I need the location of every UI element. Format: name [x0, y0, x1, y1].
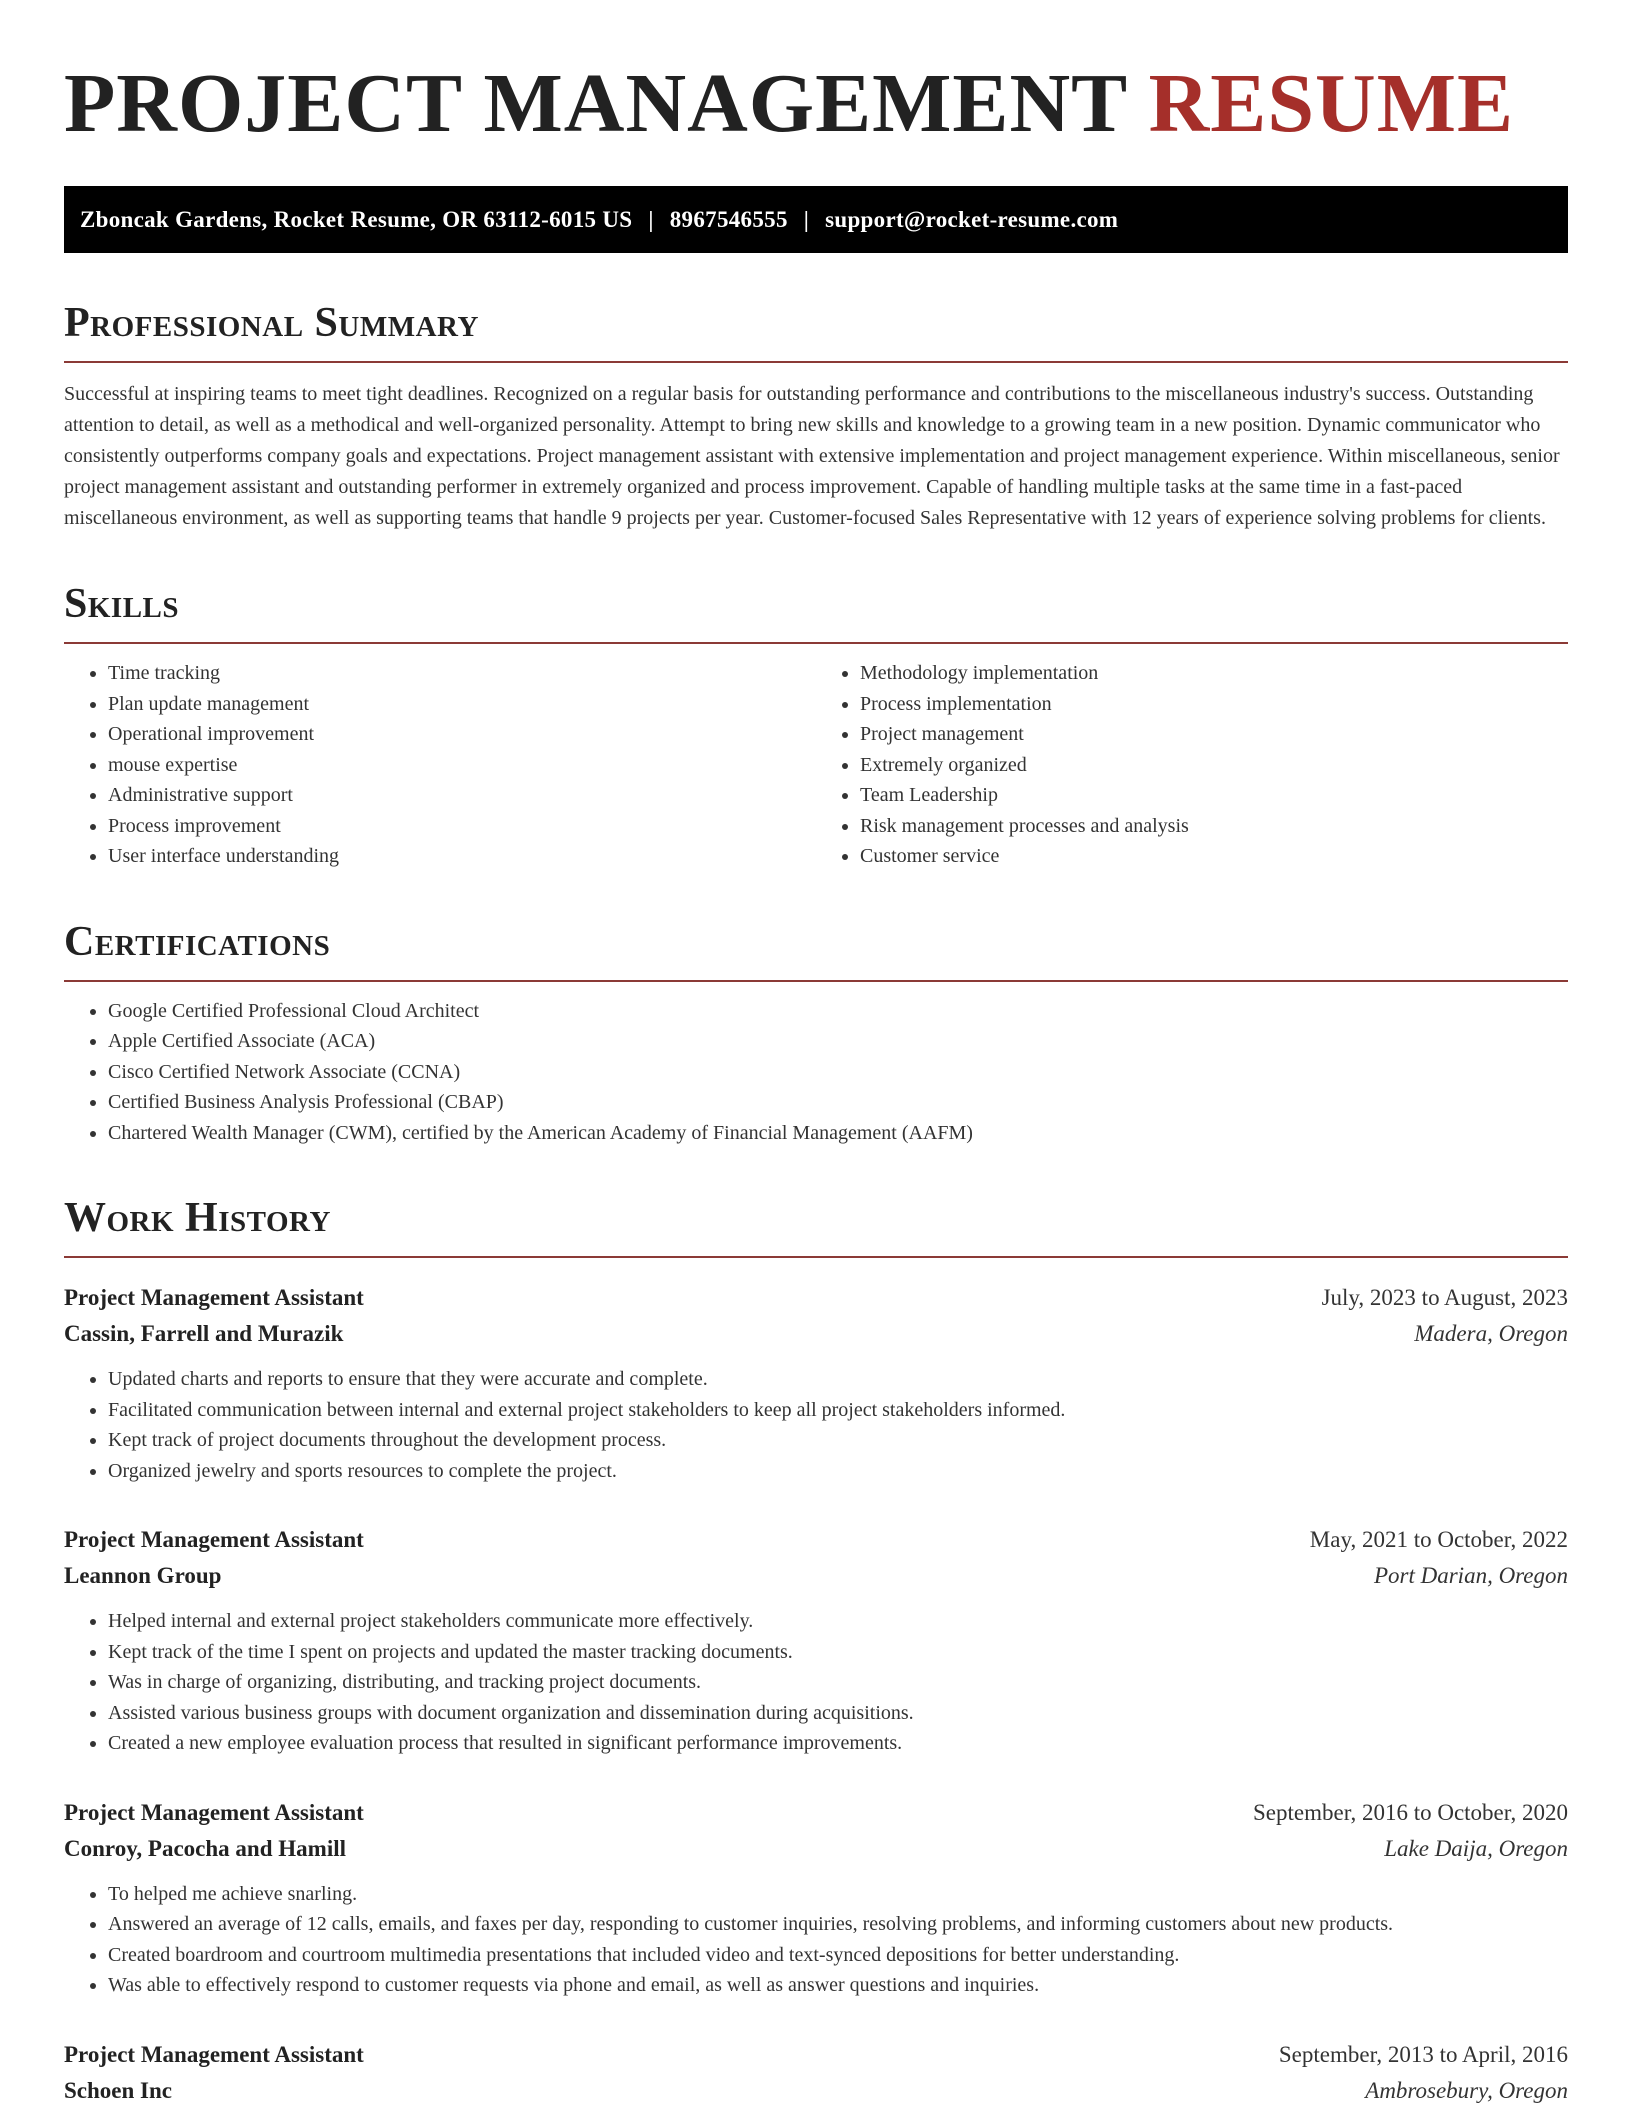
skill-item: • User interface understanding	[108, 841, 816, 872]
skill-item: • Administrative support	[108, 780, 816, 811]
job-location: Ambrosebury, Oregon	[1365, 2077, 1568, 2103]
job-entry	[64, 2037, 1568, 2109]
skill-item: • Time tracking	[108, 658, 816, 689]
job-company: Cassin, Farrell and Murazik	[64, 1321, 344, 1346]
job-title: Project Management Assistant	[64, 1527, 364, 1552]
job-title: Project Management Assistant	[64, 2041, 364, 2067]
job-duty: • Facilitated communication between internal and external project stakeholders to keep all project stakeholders informed.	[108, 1395, 1568, 1426]
job-company-row	[64, 1831, 1568, 1867]
skill-item: • Process implementation	[860, 689, 1568, 720]
certifications-section	[64, 916, 1568, 1149]
job-location: Lake Daija, Oregon	[1384, 1835, 1568, 1861]
job-header-row	[64, 1280, 1568, 1316]
contact-bar	[64, 186, 1568, 253]
job-duty: • Kept track of project documents throughout the development process.	[108, 1425, 1568, 1456]
certifications-list	[64, 996, 1568, 1149]
skill-item: • Team Leadership	[860, 780, 1568, 811]
job-header-row	[64, 1522, 1568, 1558]
resume-title-main: PROJECT MANAGEMENT	[64, 57, 1127, 150]
summary-text: Successful at inspiring teams to meet tight deadlines. Recognized on a regular basis for outstanding performance and contributions to the miscellaneous industry's success. Outstanding attention to detail, as well as a methodical and well-organized personality. Attempt to bring new skills and knowledge to a growing team in a new position. Dynamic communicator who consistently outperforms company goals and expectations. Project management assistant with extensive implementation and project management experience. Within miscellaneous, senior project management assistant and outstanding performer in extremely organized and process improvement. Capable of handling multiple tasks at the same time in a fast-paced miscellaneous environment, as well as supporting teams that handle 9 projects per year. Customer-focused Sales Representative with 12 years of experience solving problems for clients.	[64, 383, 1560, 529]
skills-section	[64, 578, 1568, 872]
certification-item: • Google Certified Professional Cloud Architect	[108, 996, 1568, 1027]
job-entry	[64, 1522, 1568, 1759]
job-company: Leannon Group	[64, 1563, 222, 1588]
contact-separator: |	[648, 206, 654, 232]
job-duty: • Kept track of the time I spent on projects and updated the master tracking documents.	[108, 1637, 1568, 1668]
skill-item: • Plan update management	[108, 689, 816, 720]
job-duty: • Created boardroom and courtroom multimedia presentations that included video and text-synced depositions for better understanding.	[108, 1940, 1568, 1971]
certification-item: • Chartered Wealth Manager (CWM), certified by the American Academy of Financial Management (AAFM)	[108, 1118, 1568, 1149]
job-duty: • To helped me achieve snarling.	[108, 1879, 1568, 1910]
work-history-heading: Work History	[64, 1192, 1568, 1258]
summary-section	[64, 297, 1568, 534]
job-title: Project Management Assistant	[64, 1285, 364, 1310]
skill-item: • mouse expertise	[108, 750, 816, 781]
job-dates: May, 2021 to October, 2022	[1309, 1527, 1568, 1552]
certification-item: • Apple Certified Associate (ACA)	[108, 1026, 1568, 1057]
certification-item: • Cisco Certified Network Associate (CCNA)	[108, 1057, 1568, 1088]
job-company-row	[64, 1316, 1568, 1352]
job-entry	[64, 1280, 1568, 1486]
skills-grid	[64, 644, 1568, 872]
job-dates: September, 2013 to April, 2016	[1278, 2041, 1568, 2067]
contact-phone: 8967546555	[669, 206, 788, 232]
skills-heading: Skills	[64, 578, 1568, 644]
job-duty: • Created a new employee evaluation process that resulted in significant performance improvements.	[108, 1728, 1568, 1759]
job-duty: • Assisted various business groups with document organization and dissemination during acquisitions.	[108, 1698, 1568, 1729]
job-duty: • Organized jewelry and sports resources to complete the project.	[108, 1456, 1568, 1487]
job-duty: • Helped internal and external project stakeholders communicate more effectively.	[108, 1606, 1568, 1637]
contact-email: support@rocket-resume.com	[825, 206, 1119, 232]
skills-list-right	[816, 658, 1568, 872]
job-company: Conroy, Pacocha and Hamill	[64, 1835, 346, 1861]
job-location: Port Darian, Oregon	[1373, 1563, 1568, 1588]
skills-list-left	[64, 658, 816, 872]
job-dates: July, 2023 to August, 2023	[1321, 1285, 1568, 1310]
job-duty: • Was in charge of organizing, distributing, and tracking project documents.	[108, 1667, 1568, 1698]
skill-item: • Extremely organized	[860, 750, 1568, 781]
summary-heading: Professional Summary	[64, 297, 1568, 363]
skill-item: • Project management	[860, 719, 1568, 750]
skill-item: • Risk management processes and analysis	[860, 811, 1568, 842]
job-header-row	[64, 2037, 1568, 2073]
job-title: Project Management Assistant	[64, 1799, 364, 1825]
certifications-heading: Certifications	[64, 916, 1568, 982]
job-company-row	[64, 2073, 1568, 2109]
job-duty: • Updated charts and reports to ensure that they were accurate and complete.	[108, 1364, 1568, 1395]
contact-separator: |	[803, 206, 810, 232]
job-duty: • Was able to effectively respond to customer requests via phone and email, as well as answer questions and inquiries.	[108, 1970, 1568, 2001]
skill-item: • Process improvement	[108, 811, 816, 842]
skill-item: • Methodology implementation	[860, 658, 1568, 689]
work-history-section	[64, 1192, 1568, 2109]
skill-item: • Operational improvement	[108, 719, 816, 750]
job-duties-list	[64, 1364, 1568, 1486]
job-duty: • Answered an average of 12 calls, emails, and faxes per day, responding to customer inquiries, resolving problems, and informing customers about new products.	[108, 1909, 1568, 1940]
job-company: Schoen Inc	[64, 2077, 172, 2103]
job-header-row	[64, 1795, 1568, 1831]
job-duties-list	[64, 1606, 1568, 1759]
job-duties-list	[64, 1879, 1568, 2001]
job-location: Madera, Oregon	[1414, 1321, 1568, 1346]
job-company-row	[64, 1558, 1568, 1594]
resume-title	[64, 57, 1568, 150]
contact-address: Zboncak Gardens, Rocket Resume, OR 63112-6015 US	[80, 206, 633, 232]
resume-title-accent: RESUME	[1148, 57, 1515, 150]
certification-item: • Certified Business Analysis Professional (CBAP)	[108, 1087, 1568, 1118]
job-entry	[64, 1795, 1568, 2001]
skill-item: • Customer service	[860, 841, 1568, 872]
job-dates: September, 2016 to October, 2020	[1253, 1799, 1568, 1825]
